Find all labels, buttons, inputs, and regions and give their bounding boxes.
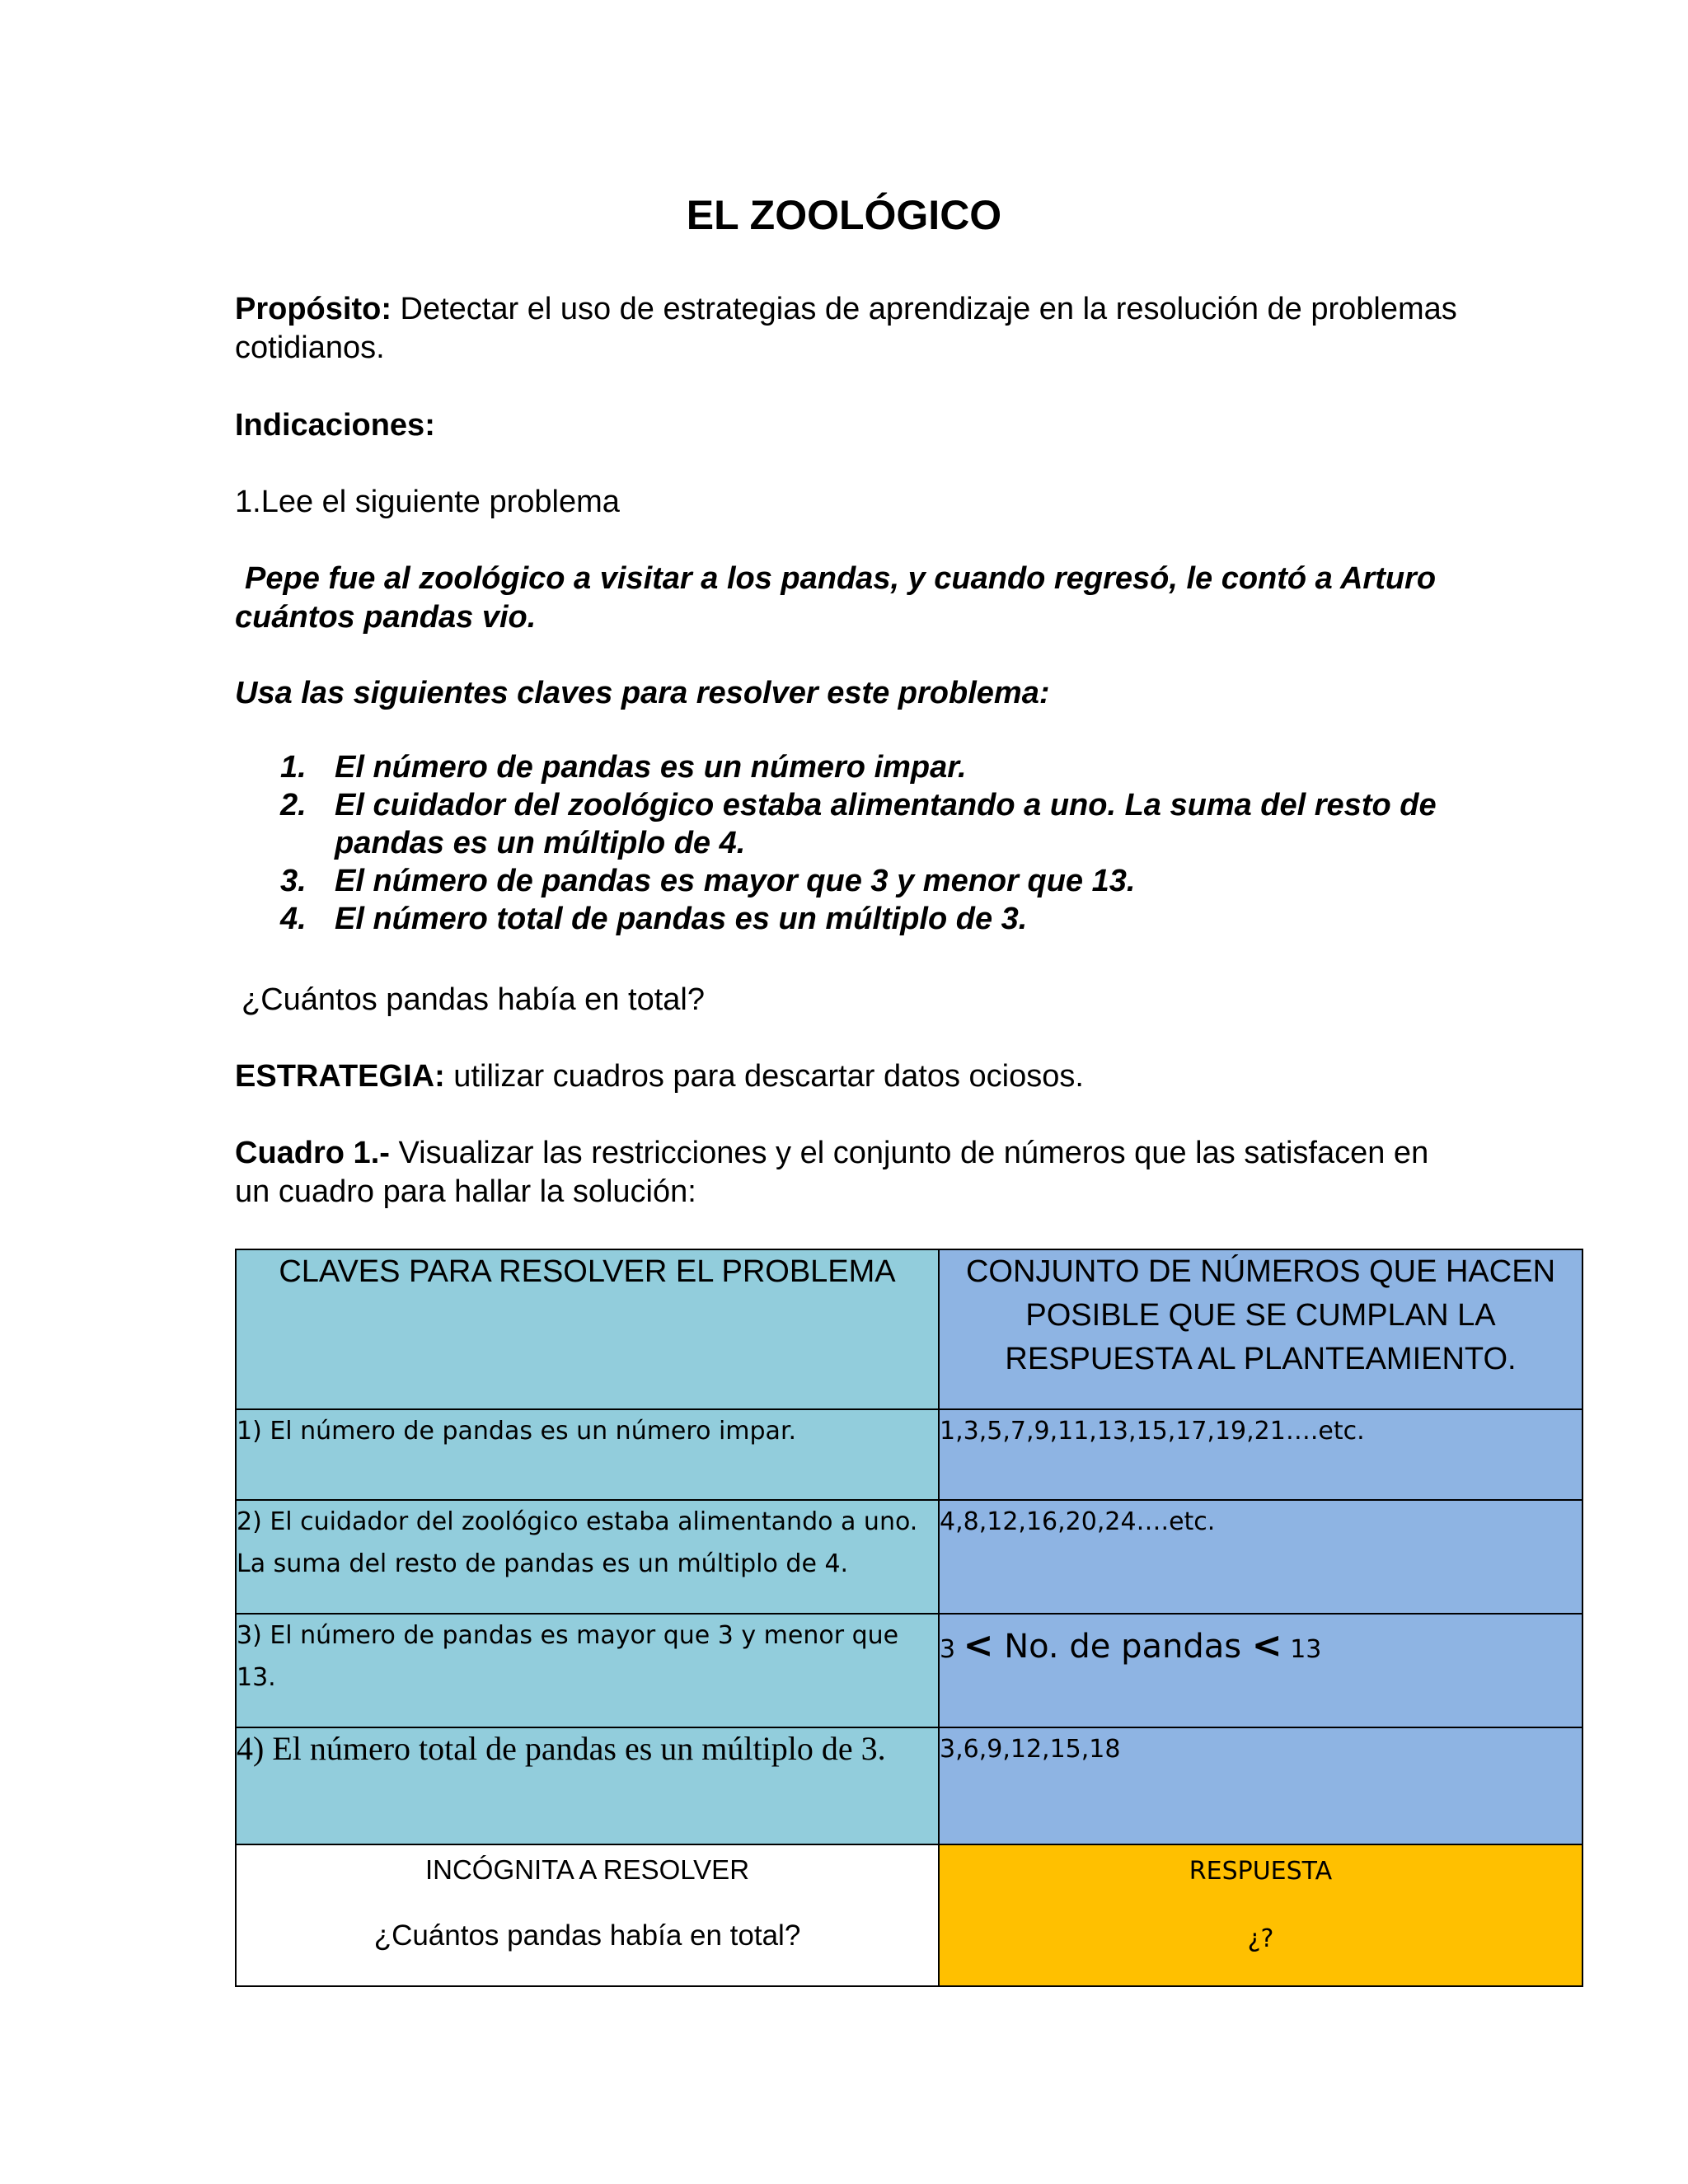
set-cell: 1,3,5,7,9,11,13,15,17,19,21….etc. [939, 1409, 1582, 1500]
strategy-paragraph [235, 1057, 1471, 1096]
cuadro-paragraph [235, 1134, 1455, 1212]
clue-text: El número de pandas es un número impar. [335, 750, 967, 785]
unknown-question: ¿Cuántos pandas había en total? [373, 1919, 801, 1952]
question-text: ¿Cuántos pandas había en total? [241, 982, 705, 1017]
cuadro-text: Visualizar las restricciones y el conjunto de números que las satisfacen en un cuadro para hallar la solución: [235, 1136, 1429, 1209]
clue-item [280, 862, 1513, 900]
range-low: 3 [940, 1635, 956, 1664]
purpose-paragraph [235, 290, 1471, 368]
clue-item [280, 900, 1513, 938]
clue-text: El número de pandas es mayor que 3 y menor que 13. [335, 864, 1136, 898]
problem-statement: Pepe fue al zoológico a visitar a los pandas, y cuando regresó, le contó a Arturo cuántos pandas vio. [235, 561, 1437, 635]
clue-text: El número total de pandas es un múltiplo de 3. [335, 902, 1028, 936]
answer-label: RESPUESTA [1189, 1857, 1333, 1886]
answer-cell [939, 1844, 1582, 1986]
table-row [236, 1614, 1582, 1727]
strategy-text: utilizar cuadros para descartar datos ociosos. [444, 1059, 1084, 1094]
less-than-sign: < [1251, 1624, 1282, 1666]
clue-cell: 4) El número total de pandas es un múltiplo de 3. [236, 1727, 939, 1844]
table-row [236, 1727, 1582, 1844]
less-than-sign: < [963, 1624, 994, 1666]
range-high: 13 [1290, 1635, 1322, 1664]
table-header-row [236, 1249, 1582, 1409]
table-row [236, 1409, 1582, 1500]
set-cell: 4,8,12,16,20,24….etc. [939, 1500, 1582, 1614]
clues-intro: Usa las siguientes claves para resolver este problema: [235, 676, 1050, 710]
set-cell: 3,6,9,12,15,18 [939, 1727, 1582, 1844]
clue-number: 4. [280, 902, 307, 936]
answer-value: ¿? [1247, 1924, 1274, 1953]
clue-text: El cuidador del zoológico estaba alimentando a uno. La suma del resto de pandas es un múltiplo de 4. [335, 788, 1437, 860]
strategy-label: ESTRATEGIA: [235, 1059, 445, 1094]
clue-cell: 2) El cuidador del zoológico estaba alimentando a uno. La suma del resto de pandas es un múltiplo de 4. [236, 1500, 939, 1614]
clues-list [280, 748, 1513, 938]
clue-cell: 1) El número de pandas es un número impar. [236, 1409, 939, 1500]
clue-item [280, 786, 1513, 862]
step-1-text: 1.Lee el siguiente problema [235, 485, 620, 519]
clue-item [280, 748, 1513, 786]
clue-number: 2. [280, 788, 307, 823]
unknown-label: INCÓGNITA A RESOLVER [424, 1854, 750, 1885]
table-row [236, 1500, 1582, 1614]
clues-table [235, 1249, 1583, 1987]
range-middle: No. de pandas [993, 1628, 1252, 1666]
cuadro-label: Cuadro 1.- [235, 1136, 390, 1170]
purpose-label: Propósito: [235, 292, 392, 326]
clue-number: 1. [280, 750, 307, 785]
answer-row [236, 1844, 1582, 1986]
clue-number: 3. [280, 864, 307, 898]
header-clues: CLAVES PARA RESOLVER EL PROBLEMA [236, 1249, 939, 1409]
page-title: EL ZOOLÓGICO [686, 192, 1002, 238]
indications-label: Indicaciones: [235, 408, 435, 443]
header-number-set: CONJUNTO DE NÚMEROS QUE HACEN POSIBLE QUE SE CUMPLAN LA RESPUESTA AL PLANTEAMIENTO. [939, 1249, 1582, 1409]
purpose-text: Detectar el uso de estrategias de aprendizaje en la resolución de problemas cotidianos. [235, 292, 1457, 365]
set-cell [939, 1614, 1582, 1727]
unknown-cell [236, 1844, 939, 1986]
clue-cell: 3) El número de pandas es mayor que 3 y menor que 13. [236, 1614, 939, 1727]
